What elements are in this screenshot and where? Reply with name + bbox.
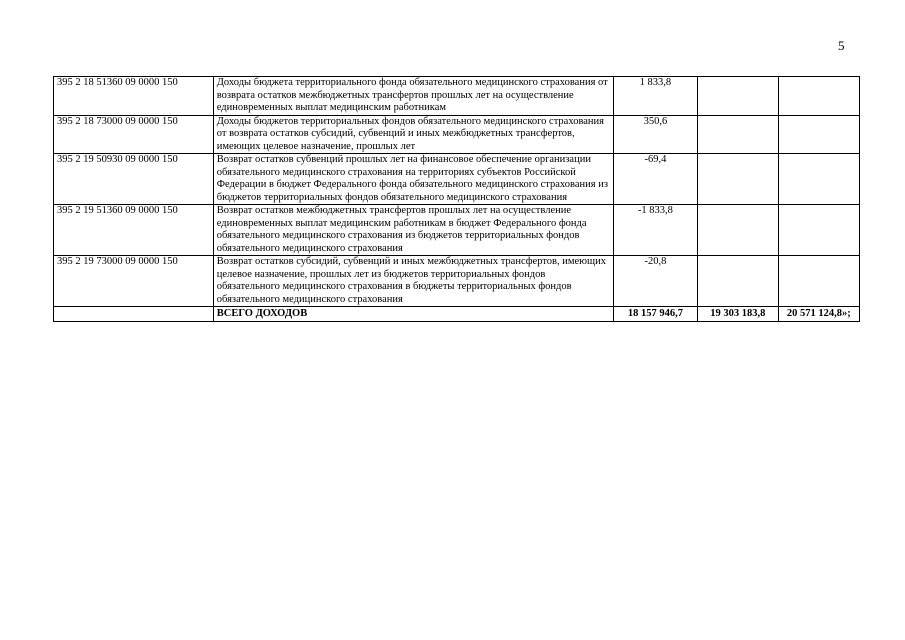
amount-cell-year2 [698,154,778,205]
total-label: ВСЕГО ДОХОДОВ [213,307,613,322]
amount-cell-year2 [698,77,778,116]
table-row [54,154,860,205]
total-amount-year2: 19 303 183,8 [698,307,778,322]
amount-cell-year3 [778,256,859,307]
budget-code-cell: 395 2 19 73000 09 0000 150 [54,256,214,307]
table-row [54,256,860,307]
amount-cell-year3 [778,154,859,205]
total-row [54,307,860,322]
amount-cell-year1: -20,8 [613,256,697,307]
amount-cell-year1: 350,6 [613,115,697,154]
table-row [54,115,860,154]
amount-cell-year1: -69,4 [613,154,697,205]
page-number: 5 [838,38,845,53]
revenue-name-cell: Возврат остатков субвенций прошлых лет на финансовое обеспечение организации обязательного медицинского страхования на территориях субъектов Российской Федерации в бюджет Федерального фонда обязательного медицинского страхования из бюджетов территориальных фондов обязательного медицинского страхования [213,154,613,205]
revenue-name-cell: Доходы бюджета территориального фонда обязательного медицинского страхования от возврата остатков межбюджетных трансфертов прошлых лет на осуществление единовременных выплат медицинским работникам [213,77,613,116]
total-amount-year3: 20 571 124,8»; [778,307,859,322]
amount-cell-year3 [778,77,859,116]
amount-cell-year1: -1 833,8 [613,205,697,256]
amount-cell-year2 [698,115,778,154]
table-row [54,205,860,256]
revenue-table [53,76,860,322]
amount-cell-year3 [778,115,859,154]
revenue-name-cell: Доходы бюджетов территориальных фондов обязательного медицинского страхования от возврата остатков субсидий, субвенций и иных межбюджетных трансфертов, имеющих целевое назначение, прошлых лет [213,115,613,154]
amount-cell-year1: 1 833,8 [613,77,697,116]
budget-code-cell: 395 2 18 51360 09 0000 150 [54,77,214,116]
amount-cell-year2 [698,205,778,256]
total-code-cell [54,307,214,322]
table-row [54,77,860,116]
budget-code-cell: 395 2 19 50930 09 0000 150 [54,154,214,205]
revenue-name-cell: Возврат остатков субсидий, субвенций и иных межбюджетных трансфертов, имеющих целевое назначение, прошлых лет из бюджетов территориальных фондов обязательного медицинского страхования в бюджеты территориальных фондов обязательного медицинского страхования [213,256,613,307]
amount-cell-year2 [698,256,778,307]
budget-code-cell: 395 2 19 51360 09 0000 150 [54,205,214,256]
revenue-name-cell: Возврат остатков межбюджетных трансфертов прошлых лет на осуществление единовременных выплат медицинским работникам в бюджет Федерального фонда обязательного медицинского страхования из бюджетов территориальных фондов обязательного медицинского страхования [213,205,613,256]
total-amount-year1: 18 157 946,7 [613,307,697,322]
amount-cell-year3 [778,205,859,256]
budget-code-cell: 395 2 18 73000 09 0000 150 [54,115,214,154]
